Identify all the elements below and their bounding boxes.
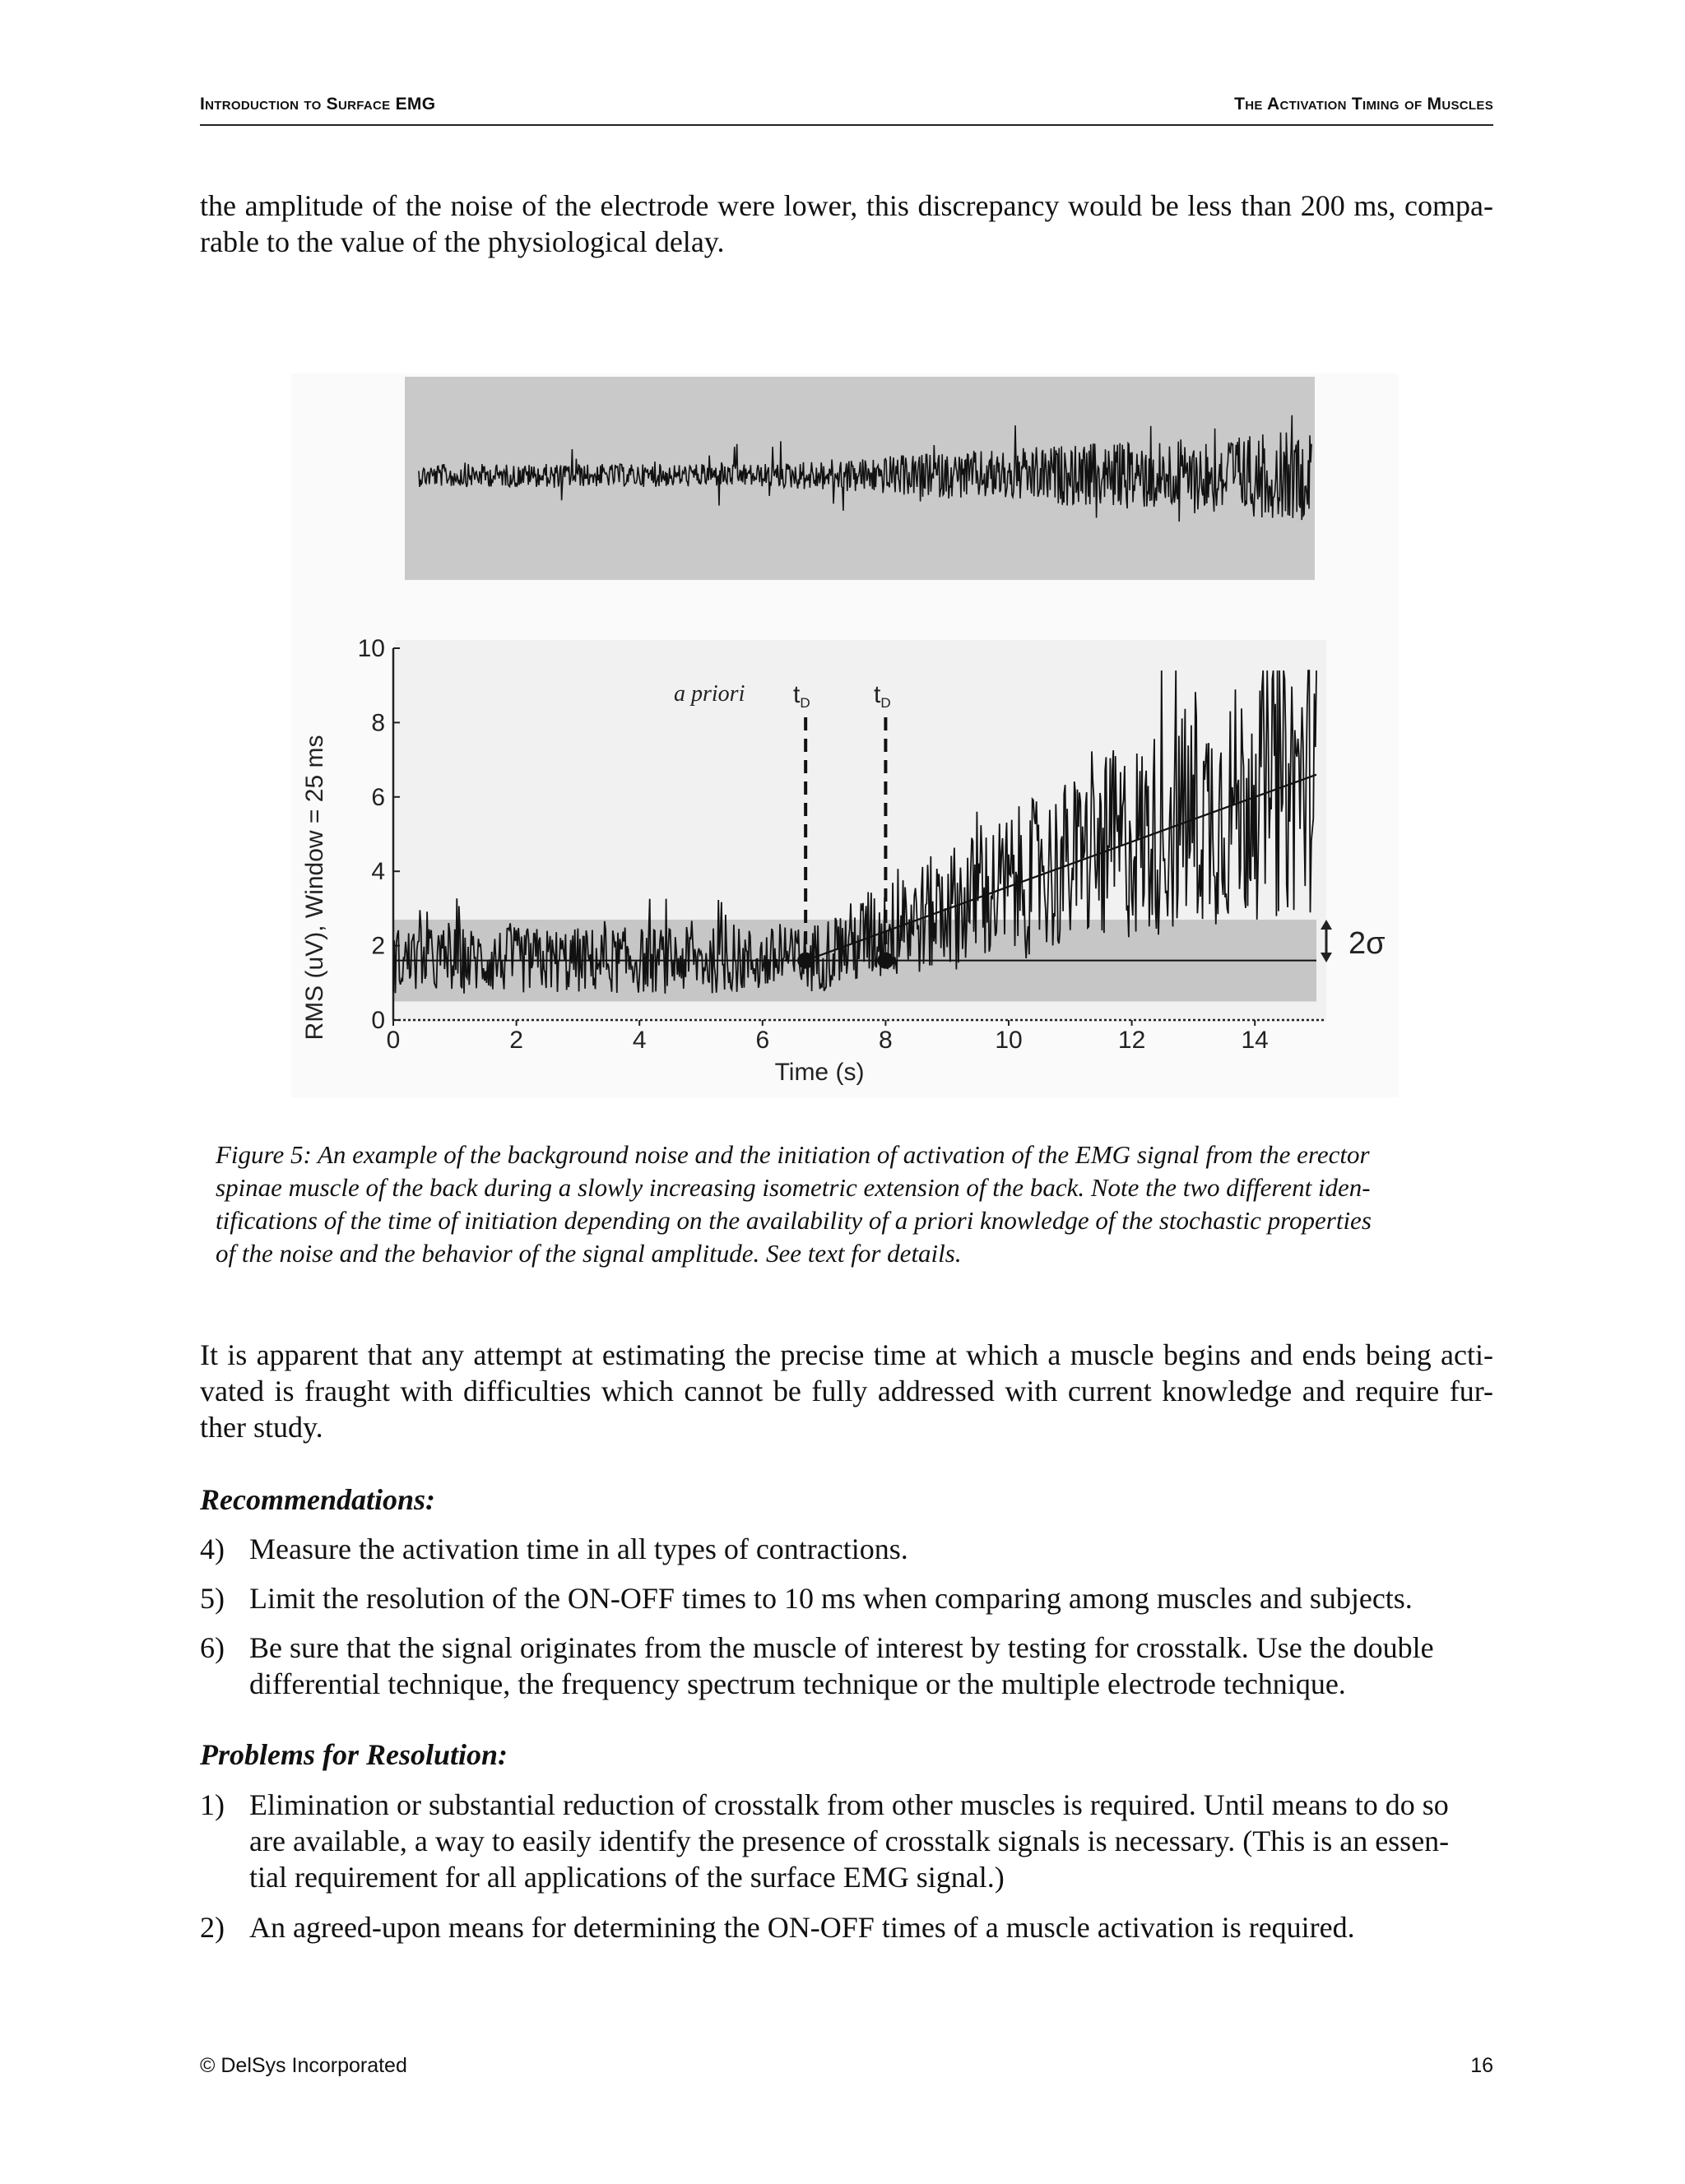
list-text: Elimination or substantial reduction of crosstalk from other muscles is required. Until means to do so (249, 1788, 1449, 1821)
y-tick-label: 2 (371, 932, 385, 960)
text-line: vated is fraught with difficulties which cannot be fully addressed with current knowledge and require fur- (200, 1375, 1493, 1407)
apriori-label: a priori (674, 681, 745, 707)
two-sigma-label: 2σ (1348, 926, 1386, 961)
caption-line: of the noise and the behavior of the signal amplitude. See text for details. (216, 1239, 962, 1268)
list-text: tial requirement for all applications of the surface EMG signal.) (249, 1861, 1005, 1894)
x-tick-label: 4 (632, 1027, 647, 1054)
caption-line: tifications of the time of initiation depending on the availability of a priori knowledge of the stochastic properties (216, 1206, 1372, 1235)
x-tick-label: 6 (755, 1027, 770, 1054)
onset-dot (877, 953, 894, 969)
text-line: ther study. (200, 1411, 323, 1444)
x-tick-label: 2 (509, 1027, 523, 1054)
td-label-2: $t_D$ (874, 681, 891, 711)
list-number: 2) (200, 1911, 225, 1944)
figure-5 (291, 373, 1399, 1097)
emg-figure-svg (291, 373, 1399, 1097)
problems-heading: Problems for Resolution: (200, 1738, 508, 1771)
figure-caption (216, 1138, 1478, 1270)
list-number: 5) (200, 1582, 225, 1615)
caption-line: Figure 5: An example of the background noise and the initiation of activation of the EMG signal from the erector (216, 1140, 1370, 1169)
list-text: Measure the activation time in all types of contractions. (249, 1533, 908, 1565)
y-tick-label: 10 (357, 635, 385, 662)
list-number: 1) (200, 1788, 225, 1821)
x-tick-label: 0 (386, 1027, 401, 1054)
y-tick-label: 6 (371, 783, 385, 811)
x-tick-label: 8 (879, 1027, 893, 1054)
list-number: 6) (200, 1631, 225, 1664)
x-axis-label: Time (s) (774, 1059, 865, 1086)
text-line: rable to the value of the physiological delay. (200, 225, 725, 258)
list-number: 4) (200, 1533, 225, 1565)
x-tick-label: 14 (1241, 1027, 1269, 1054)
list-text: Be sure that the signal originates from the muscle of interest by testing for crosstalk. Use the double (249, 1631, 1434, 1664)
header-left-title: Introduction to Surface EMG (200, 95, 436, 114)
rms-plot (358, 635, 1326, 1054)
y-tick-label: 0 (371, 1007, 385, 1034)
recommendations-heading: Recommendations: (200, 1483, 435, 1516)
onset-dot (797, 953, 814, 969)
y-axis-label: RMS (uV), Window = 25 ms (301, 735, 328, 1041)
x-tick-label: 10 (995, 1027, 1023, 1054)
footer-copyright: © DelSys Incorporated (200, 2054, 407, 2077)
text-line: the amplitude of the noise of the electrode were lower, this discrepancy would be less than 200 ms, compa- (200, 189, 1493, 222)
x-tick-label: 12 (1117, 1027, 1146, 1054)
list-text: differential technique, the frequency spectrum technique or the multiple electrode technique. (249, 1667, 1346, 1700)
page-number: 16 (1470, 2054, 1493, 2077)
header-right-title: The Activation Timing of Muscles (1234, 95, 1493, 114)
list-text: are available, a way to easily identify the presence of crosstalk signals is necessary. (This is an essen- (249, 1825, 1450, 1857)
caption-line: spinae muscle of the back during a slowly increasing isometric extension of the back. Note the two different iden- (216, 1173, 1371, 1202)
y-tick-label: 8 (371, 709, 385, 737)
text-line: It is apparent that any attempt at estimating the precise time at which a muscle begins and ends being acti- (200, 1338, 1493, 1371)
list-text: Limit the resolution of the ON-OFF times to 10 ms when comparing among muscles and subjects. (249, 1582, 1413, 1615)
td-label-1: $t_D$ (793, 681, 810, 711)
list-text: An agreed-upon means for determining the ON-OFF times of a muscle activation is required. (249, 1911, 1355, 1944)
body-paragraph (200, 1337, 1493, 1445)
intro-paragraph (200, 188, 1493, 260)
running-header (200, 91, 1493, 126)
y-tick-label: 4 (371, 858, 385, 886)
